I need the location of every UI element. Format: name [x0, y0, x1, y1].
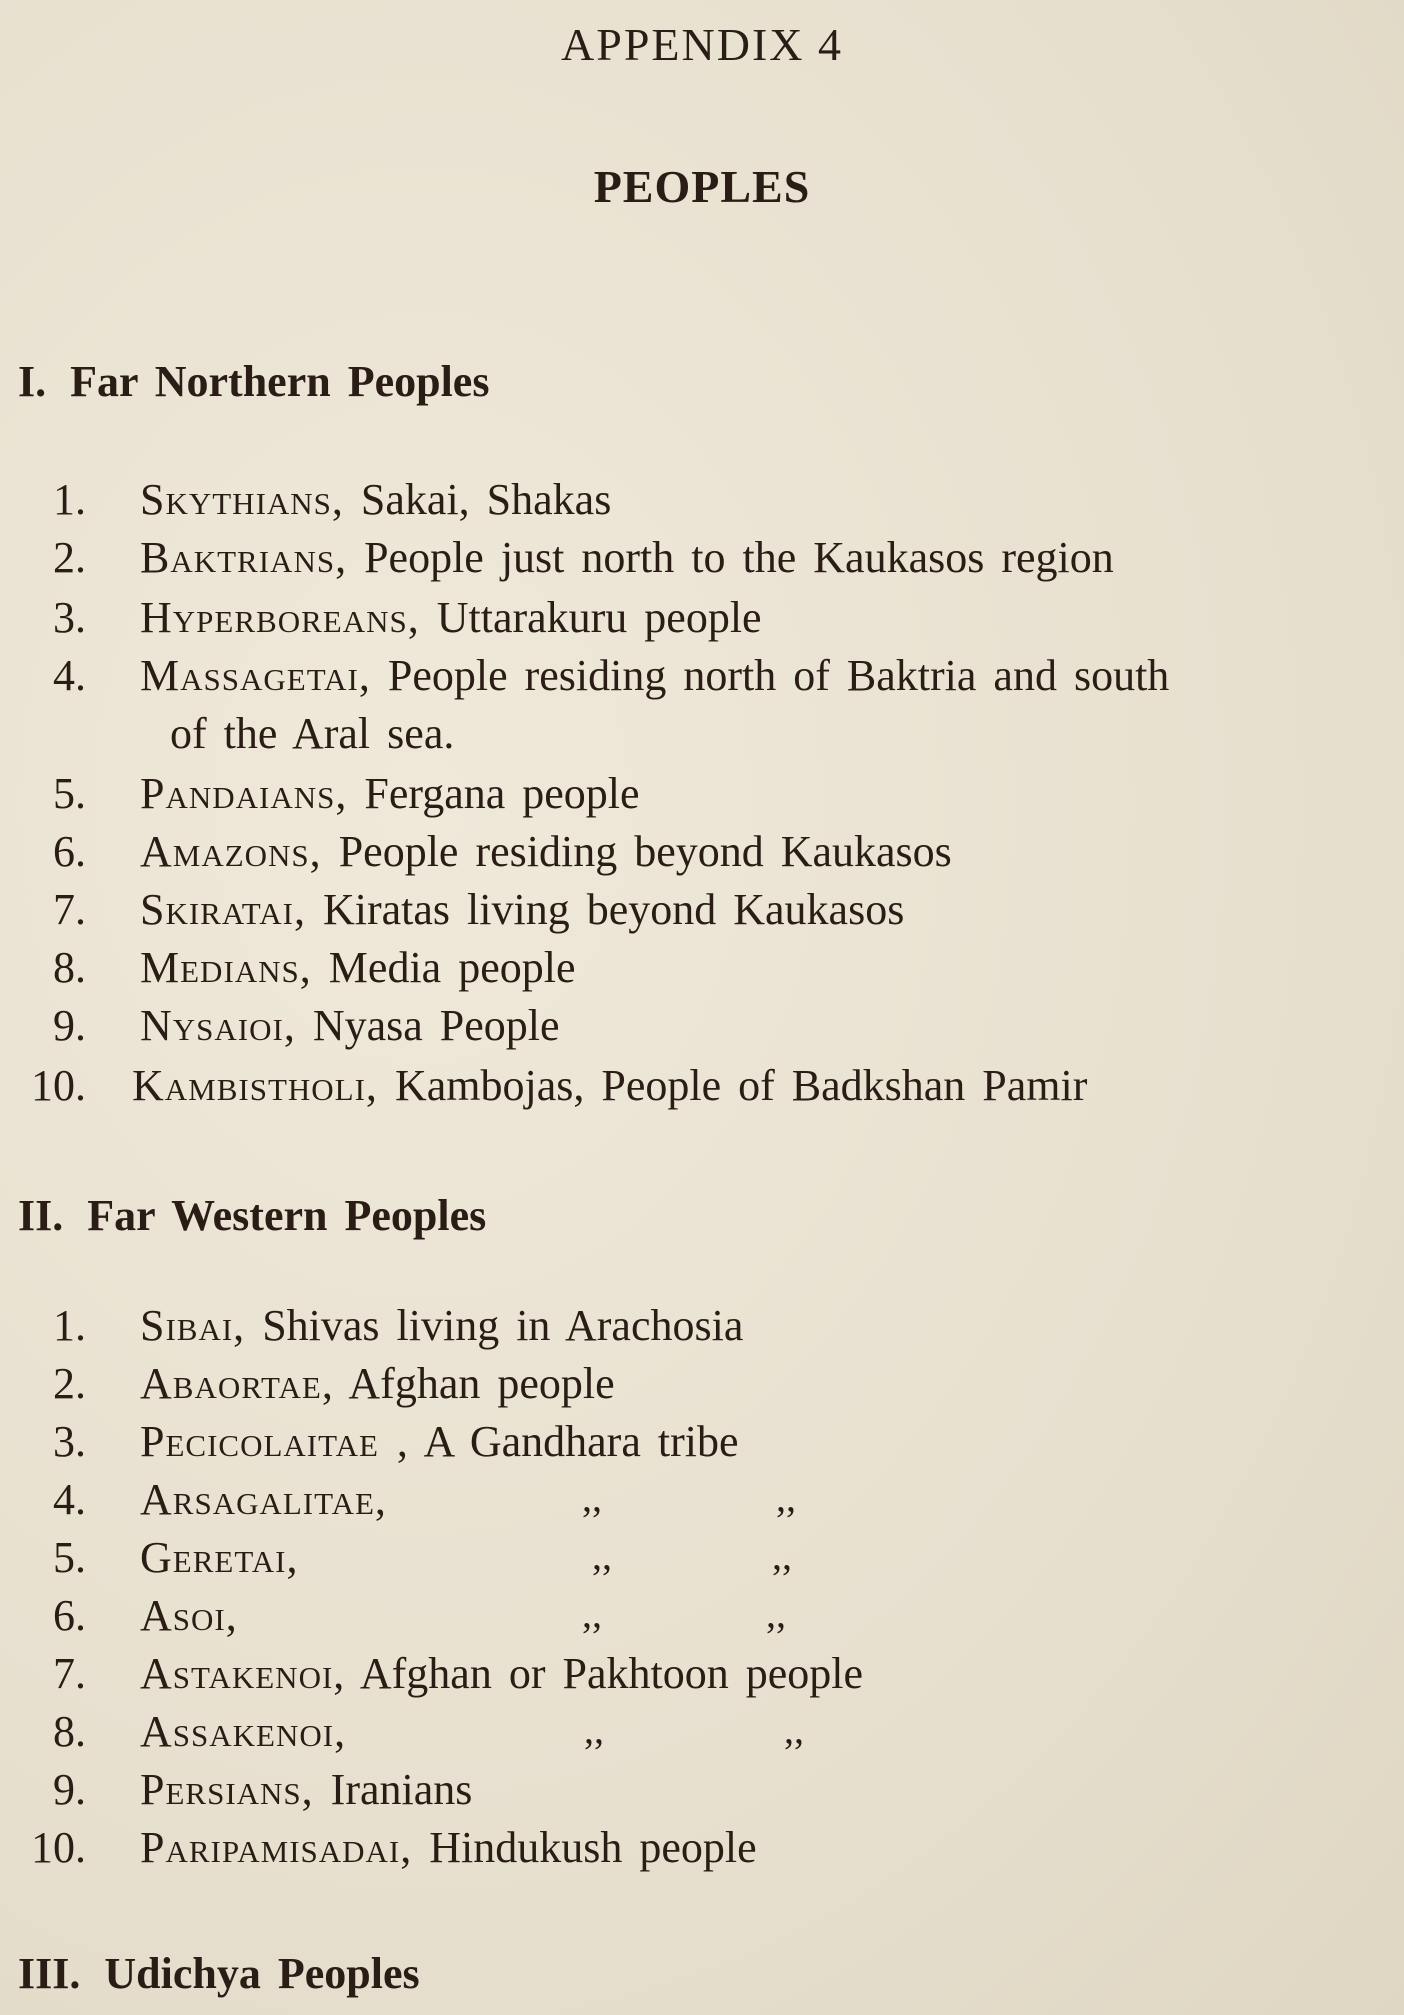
people-description: People residing north of Baktria and south	[387, 651, 1170, 700]
item-number: 10.	[31, 1823, 86, 1872]
item-number: 4.	[53, 1475, 86, 1524]
people-description: Shivas living in Arachosia	[262, 1301, 744, 1350]
section-heading-far-northern	[18, 356, 489, 407]
people-name: Amazons,	[140, 827, 322, 876]
people-description: Afghan people	[348, 1359, 615, 1408]
item-number: 3.	[53, 593, 86, 642]
people-name: Kambistholi,	[132, 1061, 378, 1110]
people-name: Skiratai,	[140, 885, 306, 934]
people-name: Assakenoi,	[140, 1707, 347, 1756]
people-name: Arsagalitae,	[140, 1475, 387, 1524]
people-name: Pecicolaitae ,	[140, 1417, 409, 1466]
people-description: Fergana people	[364, 769, 640, 818]
list-item	[0, 1060, 1404, 1118]
list-item	[0, 1764, 1404, 1822]
list-item	[0, 1648, 1404, 1706]
people-description: People just north to the Kaukasos region	[364, 533, 1114, 582]
people-name: Sibai,	[140, 1301, 246, 1350]
item-number: 6.	[53, 1591, 86, 1640]
people-name: Abaortae,	[140, 1359, 334, 1408]
people-description: Kiratas living beyond Kaukasos	[322, 885, 905, 934]
people-name: Persians,	[140, 1765, 314, 1814]
ditto-mark: ,,	[584, 1707, 604, 1752]
section-numeral: II.	[18, 1191, 64, 1240]
list-item	[0, 942, 1404, 1000]
appendix-label: APPENDIX 4	[561, 19, 843, 70]
people-description: Media people	[328, 943, 576, 992]
people-name: Paripamisadai,	[140, 1823, 413, 1872]
ditto-mark: ,,	[592, 1533, 612, 1578]
item-number: 3.	[53, 1417, 86, 1466]
people-name: Hyperboreans,	[140, 593, 420, 642]
ditto-mark: ,,	[784, 1707, 804, 1752]
people-name: Geretai,	[140, 1533, 299, 1582]
ditto-mark: ,,	[582, 1591, 602, 1636]
list-item	[0, 1706, 1404, 1764]
people-description: People residing beyond Kaukasos	[338, 827, 952, 876]
item-number: 1.	[53, 1301, 86, 1350]
people-name: Pandaians,	[140, 769, 348, 818]
list-item	[0, 1532, 1404, 1590]
section-heading-far-western	[18, 1190, 486, 1241]
list-item	[0, 1300, 1404, 1358]
people-description: Nyasa People	[312, 1001, 560, 1050]
item-number: 9.	[53, 1765, 86, 1814]
people-description: Kambojas, People of Badkshan Pamir	[394, 1061, 1088, 1110]
item-number: 5.	[53, 1533, 86, 1582]
item-number: 8.	[53, 943, 86, 992]
section-title: Far Western Peoples	[87, 1191, 487, 1240]
list-item	[0, 1000, 1404, 1058]
list-item	[0, 650, 1404, 758]
section-title: Udichya Peoples	[104, 1949, 420, 1998]
list-item	[0, 1416, 1404, 1474]
page-title: PEOPLES	[593, 161, 811, 212]
ditto-mark: ,,	[582, 1475, 602, 1520]
section-title: Far Northern Peoples	[70, 357, 490, 406]
list-item	[0, 1358, 1404, 1416]
people-description-continued: of the Aral sea.	[170, 709, 455, 758]
people-description: Sakai, Shakas	[360, 475, 612, 524]
people-name: Massagetai,	[140, 651, 371, 700]
list-item	[0, 826, 1404, 884]
people-description: Hindukush people	[429, 1823, 757, 1872]
people-name: Skythians,	[140, 475, 344, 524]
item-number: 2.	[53, 533, 86, 582]
item-number: 10.	[31, 1061, 86, 1110]
section-numeral: III.	[18, 1949, 81, 1998]
item-number: 1.	[53, 475, 86, 524]
people-name: Asoi,	[140, 1591, 238, 1640]
people-name: Medians,	[140, 943, 312, 992]
item-number: 8.	[53, 1707, 86, 1756]
people-name: Nysaioi,	[140, 1001, 296, 1050]
ditto-mark: ,,	[772, 1533, 792, 1578]
ditto-mark: ,,	[776, 1475, 796, 1520]
ditto-mark: ,,	[766, 1591, 786, 1636]
people-name: Astakenoi,	[140, 1649, 346, 1698]
list-item	[0, 474, 1404, 532]
item-number: 2.	[53, 1359, 86, 1408]
people-name: Baktrians,	[140, 533, 348, 582]
people-description: Uttarakuru people	[436, 593, 762, 642]
item-number: 5.	[53, 769, 86, 818]
list-item	[0, 592, 1404, 650]
people-description: Iranians	[330, 1765, 473, 1814]
section-heading-udichya	[18, 1948, 420, 1999]
list-item	[0, 1590, 1404, 1648]
item-number: 4.	[53, 651, 86, 700]
item-number: 6.	[53, 827, 86, 876]
item-number: 7.	[53, 885, 86, 934]
list-item	[0, 884, 1404, 942]
section-numeral: I.	[18, 357, 47, 406]
list-item	[0, 1474, 1404, 1532]
list-item	[0, 768, 1404, 826]
people-description: A Gandhara tribe	[423, 1417, 739, 1466]
list-item	[0, 532, 1404, 590]
list-item	[0, 1822, 1404, 1880]
item-number: 9.	[53, 1001, 86, 1050]
item-number: 7.	[53, 1649, 86, 1698]
people-description: Afghan or Pakhtoon people	[359, 1649, 863, 1698]
